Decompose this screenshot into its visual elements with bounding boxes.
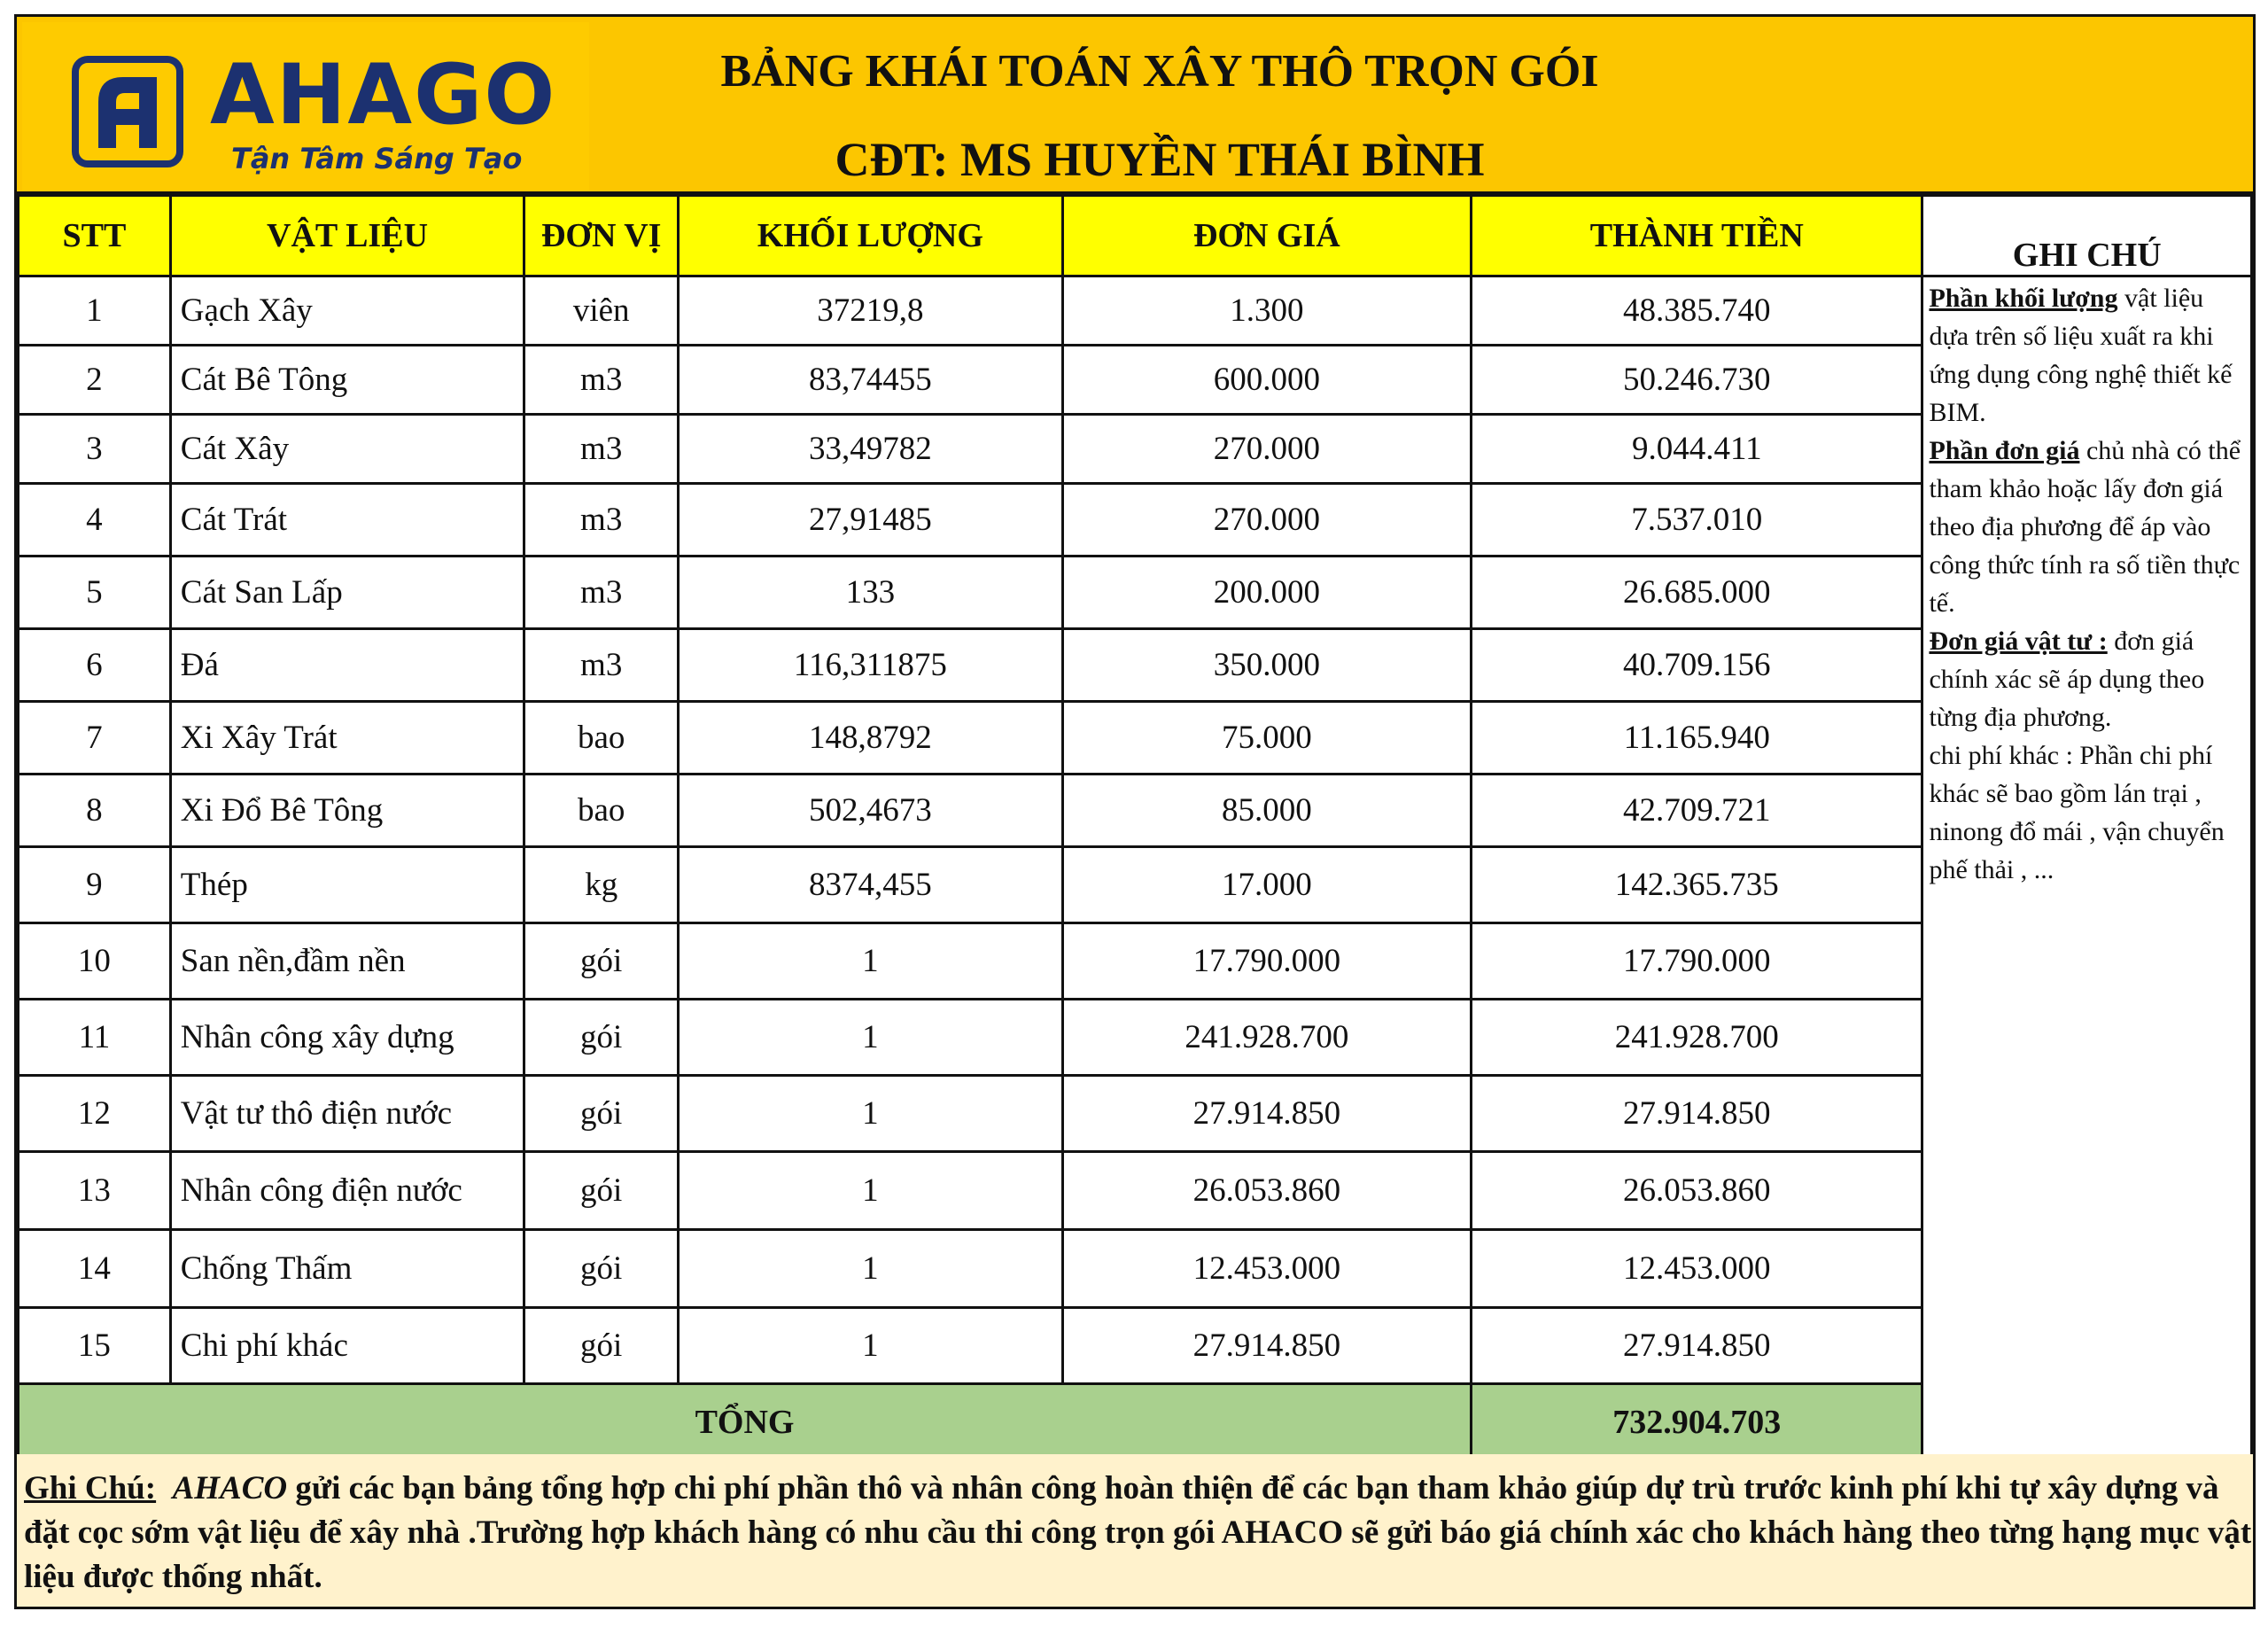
- note-material-price-text: đơn giá chính xác sẽ áp dụng theo từng địa phương.: [1929, 627, 2205, 732]
- unit-cell: bao: [524, 702, 679, 775]
- logo-tagline: Tận Tâm Sáng Tạo: [231, 142, 523, 175]
- logo-wordmark: AHAGO: [210, 47, 557, 144]
- amount-cell: 12.453.000: [1472, 1230, 1922, 1308]
- unit-cell: gói: [524, 1308, 679, 1384]
- material-name-cell: Nhân công xây dựng: [170, 1000, 524, 1076]
- quantity-cell: 502,4673: [679, 775, 1063, 847]
- note-material-price-label: Đơn giá vật tư :: [1929, 627, 2108, 656]
- unit-price-cell: 600.000: [1062, 346, 1471, 415]
- unit-price-cell: 26.053.860: [1062, 1152, 1471, 1230]
- sheet-header: [17, 17, 2253, 194]
- material-name-cell: Thép: [170, 847, 524, 923]
- unit-cell: bao: [524, 775, 679, 847]
- amount-cell: 27.914.850: [1472, 1308, 1922, 1384]
- unit-cell: gói: [524, 1000, 679, 1076]
- footer-label: Ghi Chú:: [24, 1470, 157, 1506]
- material-name-cell: Nhân công điện nước: [170, 1152, 524, 1230]
- row-index-cell: 14: [19, 1230, 171, 1308]
- table-row: [19, 702, 2252, 775]
- material-name-cell: Xi Đổ Bê Tông: [170, 775, 524, 847]
- row-index-cell: 13: [19, 1152, 171, 1230]
- quantity-cell: 37219,8: [679, 276, 1063, 346]
- unit-cell: m3: [524, 484, 679, 557]
- unit-cell: m3: [524, 629, 679, 702]
- total-amount: 732.904.703: [1472, 1384, 1922, 1460]
- unit-price-cell: 241.928.700: [1062, 1000, 1471, 1076]
- table-row: [19, 557, 2252, 629]
- row-index-cell: 10: [19, 923, 171, 1000]
- unit-price-cell: 1.300: [1062, 276, 1471, 346]
- unit-price-cell: 270.000: [1062, 415, 1471, 484]
- amount-cell: 26.685.000: [1472, 557, 1922, 629]
- table-row: [19, 1308, 2252, 1384]
- unit-price-cell: 350.000: [1062, 629, 1471, 702]
- unit-price-cell: 75.000: [1062, 702, 1471, 775]
- material-name-cell: Cát Trát: [170, 484, 524, 557]
- note-price-text: chủ nhà có thể tham khảo hoặc lấy đơn giá theo địa phương để áp vào công thức tính ra số tiền thực tế.: [1929, 436, 2241, 618]
- quantity-cell: 133: [679, 557, 1063, 629]
- unit-cell: gói: [524, 1230, 679, 1308]
- company-logo: [22, 22, 589, 191]
- quantity-cell: 8374,455: [679, 847, 1063, 923]
- material-name-cell: Chi phí khác: [170, 1308, 524, 1384]
- quantity-cell: 1: [679, 923, 1063, 1000]
- unit-price-cell: 27.914.850: [1062, 1076, 1471, 1152]
- amount-cell: 40.709.156: [1472, 629, 1922, 702]
- table-row: [19, 629, 2252, 702]
- amount-cell: 48.385.740: [1472, 276, 1922, 346]
- material-name-cell: Xi Xây Trát: [170, 702, 524, 775]
- estimate-sheet: [14, 14, 2256, 1609]
- amount-cell: 17.790.000: [1472, 923, 1922, 1000]
- column-header: VẬT LIỆU: [170, 196, 524, 276]
- amount-cell: 42.709.721: [1472, 775, 1922, 847]
- row-index-cell: 12: [19, 1076, 171, 1152]
- row-index-cell: 8: [19, 775, 171, 847]
- table-row: [19, 1230, 2252, 1308]
- unit-cell: m3: [524, 415, 679, 484]
- quantity-cell: 33,49782: [679, 415, 1063, 484]
- amount-cell: 142.365.735: [1472, 847, 1922, 923]
- table-row: [19, 1000, 2252, 1076]
- total-label: TỔNG: [19, 1384, 1472, 1460]
- row-index-cell: 5: [19, 557, 171, 629]
- amount-cell: 241.928.700: [1472, 1000, 1922, 1076]
- row-index-cell: 7: [19, 702, 171, 775]
- material-name-cell: Vật tư thô điện nước: [170, 1076, 524, 1152]
- amount-cell: 26.053.860: [1472, 1152, 1922, 1230]
- table-row: [19, 847, 2252, 923]
- footer-note: [17, 1454, 2253, 1607]
- quantity-cell: 27,91485: [679, 484, 1063, 557]
- column-header: GHI CHÚ: [1922, 196, 2252, 276]
- column-header: STT: [19, 196, 171, 276]
- quantity-cell: 83,74455: [679, 346, 1063, 415]
- material-name-cell: Cát San Lấp: [170, 557, 524, 629]
- estimate-table: [17, 194, 2253, 1461]
- note-quantity-text: vật liệu dựa trên số liệu xuất ra khi ứng dụng công nghệ thiết kế BIM.: [1929, 284, 2233, 427]
- unit-cell: m3: [524, 346, 679, 415]
- amount-cell: 9.044.411: [1472, 415, 1922, 484]
- note-quantity-label: Phần khối lượng: [1929, 284, 2118, 313]
- unit-cell: gói: [524, 923, 679, 1000]
- amount-cell: 27.914.850: [1472, 1076, 1922, 1152]
- note-price-label: Phần đơn giá: [1929, 436, 2080, 465]
- unit-price-cell: 200.000: [1062, 557, 1471, 629]
- unit-price-cell: 17.790.000: [1062, 923, 1471, 1000]
- unit-price-cell: 270.000: [1062, 484, 1471, 557]
- page-subtitle: CĐT: MS HUYỀN THÁI BÌNH: [835, 133, 1485, 186]
- table-row: [19, 415, 2252, 484]
- footer-brand: AHACO: [172, 1470, 288, 1506]
- unit-price-cell: 12.453.000: [1062, 1230, 1471, 1308]
- column-header: KHỐI LƯỢNG: [679, 196, 1063, 276]
- unit-cell: gói: [524, 1076, 679, 1152]
- unit-cell: viên: [524, 276, 679, 346]
- unit-cell: gói: [524, 1152, 679, 1230]
- table-row: [19, 1076, 2252, 1152]
- column-header: ĐƠN GIÁ: [1062, 196, 1471, 276]
- notes-cell: [1922, 276, 2252, 1460]
- table-row: [19, 923, 2252, 1000]
- table-header-row: [19, 196, 2252, 276]
- table-row: [19, 484, 2252, 557]
- material-name-cell: Cát Bê Tông: [170, 346, 524, 415]
- quantity-cell: 116,311875: [679, 629, 1063, 702]
- table-body: [19, 276, 2252, 1460]
- table-row: [19, 775, 2252, 847]
- page-title: BẢNG KHÁI TOÁN XÂY THÔ TRỌN GÓI: [720, 46, 1599, 97]
- unit-cell: m3: [524, 557, 679, 629]
- amount-cell: 11.165.940: [1472, 702, 1922, 775]
- table-row: [19, 346, 2252, 415]
- unit-cell: kg: [524, 847, 679, 923]
- quantity-cell: 1: [679, 1076, 1063, 1152]
- unit-price-cell: 17.000: [1062, 847, 1471, 923]
- quantity-cell: 148,8792: [679, 702, 1063, 775]
- quantity-cell: 1: [679, 1000, 1063, 1076]
- note-other-cost-text: chi phí khác : Phần chi phí khác sẽ bao gồm lán trại , ninong đổ mái , vận chuyển phế thải , ...: [1929, 741, 2225, 884]
- amount-cell: 50.246.730: [1472, 346, 1922, 415]
- column-header: THÀNH TIỀN: [1472, 196, 1922, 276]
- logo-a-icon: [72, 56, 183, 167]
- material-name-cell: Đá: [170, 629, 524, 702]
- material-name-cell: San nền,đầm nền: [170, 923, 524, 1000]
- material-name-cell: Gạch Xây: [170, 276, 524, 346]
- material-name-cell: Chống Thấm: [170, 1230, 524, 1308]
- row-index-cell: 15: [19, 1308, 171, 1384]
- row-index-cell: 6: [19, 629, 171, 702]
- row-index-cell: 4: [19, 484, 171, 557]
- table-row: [19, 1152, 2252, 1230]
- total-row: [19, 1384, 2252, 1460]
- quantity-cell: 1: [679, 1230, 1063, 1308]
- material-name-cell: Cát Xây: [170, 415, 524, 484]
- row-index-cell: 9: [19, 847, 171, 923]
- row-index-cell: 1: [19, 276, 171, 346]
- table-row: [19, 276, 2252, 346]
- quantity-cell: 1: [679, 1152, 1063, 1230]
- unit-price-cell: 85.000: [1062, 775, 1471, 847]
- footer-text: gửi các bạn bảng tổng hợp chi phí phần thô và nhân công hoàn thiện để các bạn tham khảo giúp dự trù trước kinh phí khi tự xây dựng và đặt cọc sớm vật liệu để xây nhà .Trường hợp khách hàng có nhu cầu thi công trọn gói AHACO sẽ gửi báo giá chính xác cho khách hàng theo từng hạng mục vật liệu được thống nhất.: [24, 1470, 2252, 1595]
- quantity-cell: 1: [679, 1308, 1063, 1384]
- unit-price-cell: 27.914.850: [1062, 1308, 1471, 1384]
- column-header: ĐƠN VỊ: [524, 196, 679, 276]
- row-index-cell: 3: [19, 415, 171, 484]
- row-index-cell: 2: [19, 346, 171, 415]
- row-index-cell: 11: [19, 1000, 171, 1076]
- amount-cell: 7.537.010: [1472, 484, 1922, 557]
